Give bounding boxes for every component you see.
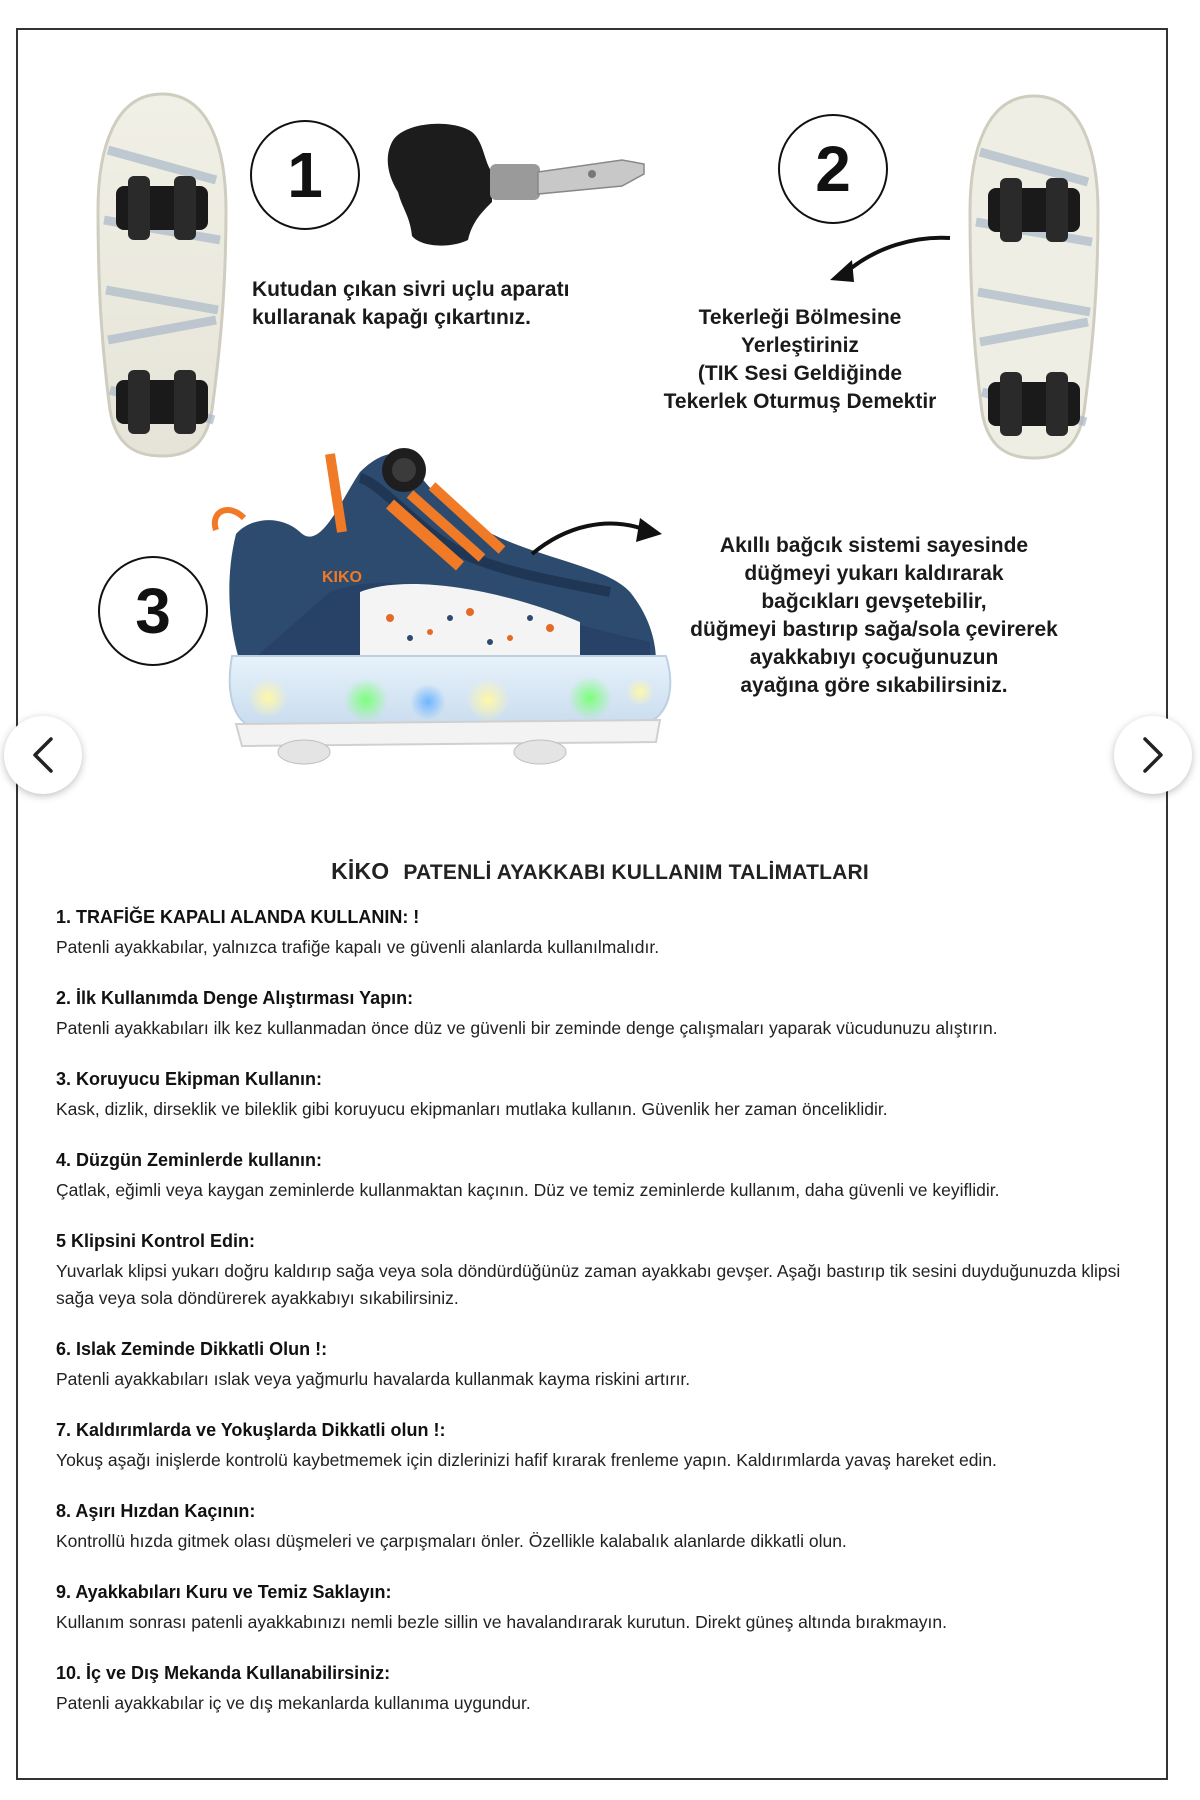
step-3-caption xyxy=(664,532,1084,700)
step-3-caption-line: Akıllı bağcık sistemi sayesinde xyxy=(719,534,1029,557)
step-3-number: 3 xyxy=(98,556,208,666)
instruction-item xyxy=(56,1230,1156,1312)
instruction-item xyxy=(56,906,1156,961)
instruction-item xyxy=(56,1419,1156,1474)
instruction-body: Patenli ayakkabıları ıslak veya yağmurlu havalarda kullanmak kayma riskini artırır. xyxy=(56,1369,691,1389)
instruction-heading: 10. İç ve Dış Mekanda Kullanabilirsiniz: xyxy=(56,1663,391,1683)
instruction-item xyxy=(56,1068,1156,1123)
instruction-body: Çatlak, eğimli veya kaygan zeminlerde kullanmaktan kaçının. Düz ve temiz zeminlerde kullanım, daha güvenli ve keyiflidir. xyxy=(56,1180,1000,1200)
instruction-item xyxy=(56,1338,1156,1393)
carousel-prev-button[interactable] xyxy=(4,716,82,794)
instruction-body: Kullanım sonrası patenli ayakkabınızı nemli bezle sillin ve havalandırarak kurutun. Direkt güneş altında bırakmayın. xyxy=(56,1612,948,1632)
instruction-item xyxy=(56,1149,1156,1204)
step-3-caption-line: düğmeyi bastırıp sağa/sola çevirerek xyxy=(690,618,1058,641)
instruction-body: Patenli ayakkabıları ilk kez kullanmadan önce düz ve güvenli bir zeminde denge çalışmaları yaparak vücudunuzu alıştırın. xyxy=(56,1018,998,1038)
step-2-caption-line: (TIK Sesi Geldiğinde xyxy=(697,362,903,385)
arrow-left-icon xyxy=(826,228,956,288)
step-1-caption xyxy=(252,276,569,332)
instructions-title xyxy=(0,858,1200,885)
instruction-heading: 8. Aşırı Hızdan Kaçının: xyxy=(56,1501,256,1521)
step-3-caption-line: düğmeyi yukarı kaldırarak xyxy=(744,562,1004,585)
step-1-caption-line: Kutudan çıkan sivri uçlu aparatı xyxy=(252,278,570,301)
step-3-caption-line: ayağına göre sıkabilirsiniz. xyxy=(740,674,1008,697)
instruction-body: Yokuş aşağı inişlerde kontrolü kaybetmemek için dizlerinizi hafif kırarak frenleme yapın. Kaldırımlarda yavaş hareket edin. xyxy=(56,1450,997,1470)
step-2-caption-line: Tekerleği Bölmesine xyxy=(698,306,902,329)
instruction-heading: 7. Kaldırımlarda ve Yokuşlarda Dikkatli olun !: xyxy=(56,1420,446,1440)
step-1-number: 1 xyxy=(250,120,360,230)
instruction-heading: 4. Düzgün Zeminlerde kullanın: xyxy=(56,1150,323,1170)
right-sole-illustration xyxy=(964,92,1104,462)
tool-icon xyxy=(372,112,652,252)
instruction-body: Kontrollü hızda gitmek olası düşmeleri ve çarpışmaları önler. Özellikle kalabalık alanlarde dikkatli olun. xyxy=(56,1531,847,1551)
instruction-heading: 9. Ayakkabıları Kuru ve Temiz Saklayın: xyxy=(56,1582,392,1602)
carousel-next-button[interactable] xyxy=(1114,716,1192,794)
instruction-heading: 2. İlk Kullanımda Denge Alıştırması Yapın: xyxy=(56,988,414,1008)
roller-shoe-illustration xyxy=(210,442,680,776)
left-sole-illustration xyxy=(92,90,232,460)
arrow-right-icon xyxy=(528,510,668,570)
step-3-caption-line: ayakkabıyı çocuğunuzun xyxy=(749,646,999,669)
step-2-number: 2 xyxy=(778,114,888,224)
instruction-body: Patenli ayakkabılar, yalnızca trafiğe kapalı ve güvenli alanlarda kullanılmalıdır. xyxy=(56,937,660,957)
title-text: PATENLİ AYAKKABI KULLANIM TALİMATLARI xyxy=(403,861,869,884)
step-3-caption-line: bağcıkları gevşetebilir, xyxy=(761,590,987,613)
step-2-caption xyxy=(650,304,950,416)
instructions-list xyxy=(56,906,1156,1743)
chevron-left-icon xyxy=(29,735,57,775)
instruction-body: Patenli ayakkabılar iç ve dış mekanlarda kullanıma uygundur. xyxy=(56,1693,531,1713)
instruction-item xyxy=(56,1581,1156,1636)
instruction-item xyxy=(56,987,1156,1042)
instruction-body: Yuvarlak klipsi yukarı doğru kaldırıp sağa veya sola döndürdüğünüz zaman ayakkabı gevşer. Aşağı bastırıp tik sesini duyduğunuzda klipsi sağa veya sola döndürerek ayakkabıyı sıkabilirsiniz. xyxy=(56,1261,1121,1308)
shoe-brand-text: KIKO xyxy=(322,569,362,586)
step-2-caption-line: Yerleştiriniz xyxy=(741,334,859,357)
step-2-caption-line: Tekerlek Oturmuş Demektir xyxy=(663,390,937,413)
instruction-heading: 1. TRAFİĞE KAPALI ALANDA KULLANIN: ! xyxy=(56,907,420,927)
instruction-body: Kask, dizlik, dirseklik ve bileklik gibi koruyucu ekipmanları mutlaka kullanın. Güvenlik her zaman önceliklidir. xyxy=(56,1099,888,1119)
title-brand: KİKO xyxy=(331,858,390,884)
instruction-heading: 3. Koruyucu Ekipman Kullanın: xyxy=(56,1069,323,1089)
chevron-right-icon xyxy=(1139,735,1167,775)
step-1-caption-line: kullaranak kapağı çıkartınız. xyxy=(252,306,531,329)
instruction-item xyxy=(56,1500,1156,1555)
instruction-item xyxy=(56,1662,1156,1717)
instruction-heading: 5 Klipsini Kontrol Edin: xyxy=(56,1231,255,1251)
instruction-heading: 6. Islak Zeminde Dikkatli Olun !: xyxy=(56,1339,328,1359)
